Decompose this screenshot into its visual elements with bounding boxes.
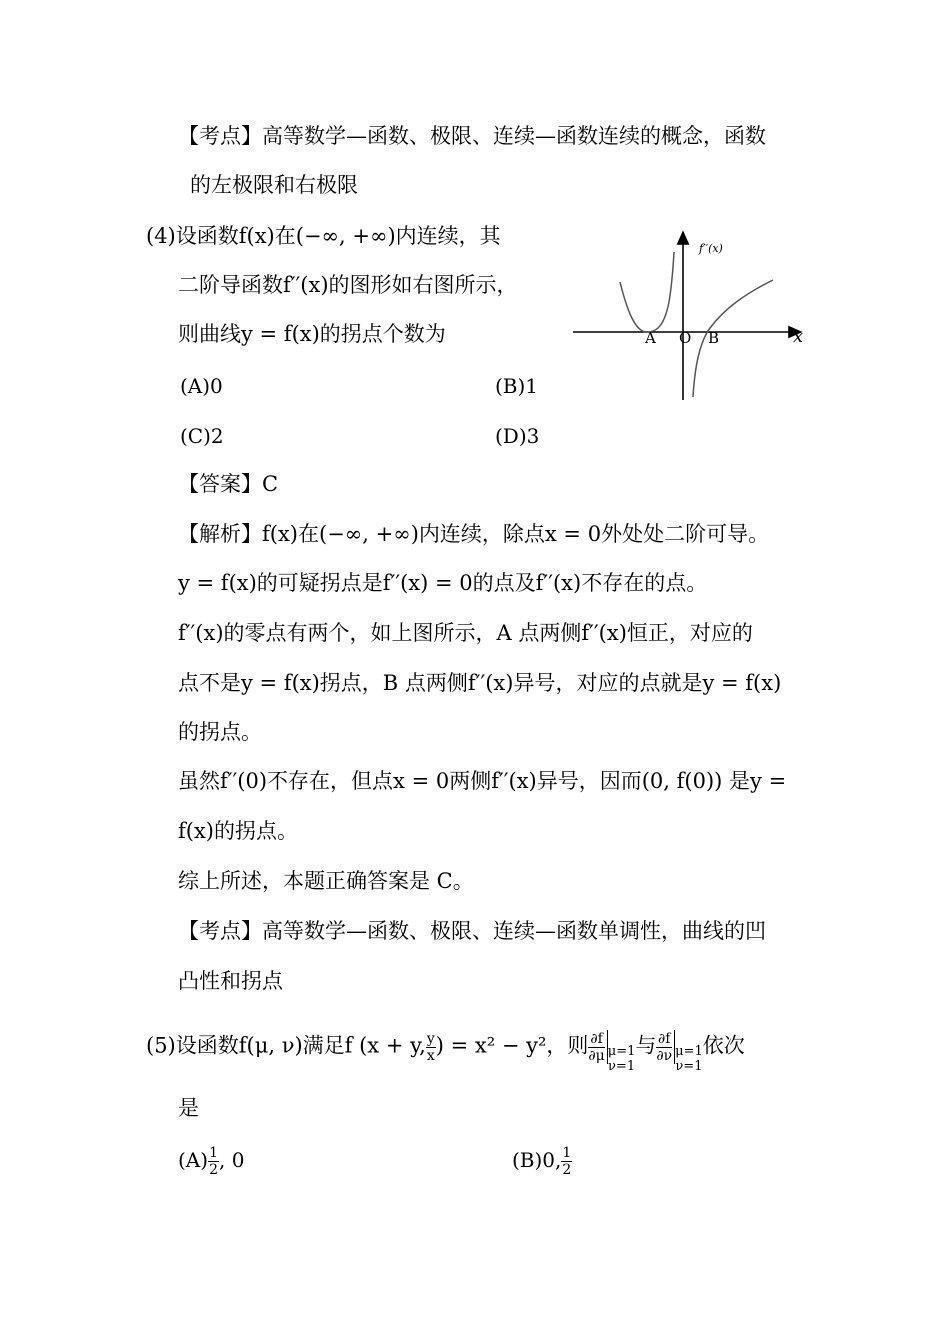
q4-option-c: (C)2 <box>180 424 224 448</box>
q5-option-a: (A) $\frac{1}{2}$ , 0 <box>178 1145 245 1178</box>
q5-stem-prefix: (5)设函数f(μ, ν)满足f (x + y, <box>146 1033 426 1058</box>
q5-and: 与 <box>635 1033 657 1058</box>
kaodian2-line-2: 凸性和拐点 <box>178 969 283 993</box>
q4-option-d: (D)3 <box>495 424 540 448</box>
q5-fraction-y-over-x: $\frac{y}{x}$ <box>426 1030 435 1064</box>
q5-eval-conditions-2: μ=1 ν=1 <box>675 1044 703 1074</box>
answer-line: 【答案】C <box>178 472 279 496</box>
q5-option-a-fraction: $\frac{1}{2}$ <box>209 1145 218 1178</box>
curve-left-branch <box>620 252 674 332</box>
point-a-label: A <box>645 329 656 347</box>
origin-label: O <box>679 329 692 347</box>
q4-stem-line-2: 二阶导函数f′′(x)的图形如右图所示， <box>178 273 518 297</box>
jiexi-line-7: f(x)的拐点。 <box>178 819 299 843</box>
kaodian2-line-1: 【考点】高等数学—函数、极限、连续—函数单调性，曲线的凹 <box>178 919 766 943</box>
q4-second-derivative-figure <box>565 222 815 407</box>
q5-eval-conditions-1: μ=1 ν=1 <box>607 1044 636 1074</box>
q5-partial-nu: $\frac{\partial f}{\partial\nu}$ <box>656 1030 673 1064</box>
jiexi-line-8: 综上所述，本题正确答案是 C。 <box>178 869 474 893</box>
jiexi-line-2: y = f(x)的可疑拐点是f′′(x) = 0的点及f′′(x)不存在的点。 <box>178 571 708 595</box>
kaodian-line-1: 【考点】高等数学—函数、极限、连续—函数连续的概念，函数 <box>178 124 766 148</box>
q5-stem-mid: ) = x² − y²，则 <box>435 1033 589 1058</box>
kaodian-line-2: 的左极限和右极限 <box>190 173 358 197</box>
q5-option-b: (B)0, $\frac{1}{2}$ <box>512 1145 572 1178</box>
q5-option-b-fraction: $\frac{1}{2}$ <box>562 1145 572 1178</box>
q4-stem-line-1: (4)设函数f(x)在(−∞, +∞)内连续，其 <box>146 224 501 248</box>
jiexi-line-1: 【解析】f(x)在(−∞, +∞)内连续，除点x = 0外处处二阶可导。 <box>178 522 770 546</box>
q5-partial-mu: $\frac{\partial f}{\partial\mu}$ <box>588 1030 605 1064</box>
jiexi-line-5: 的拐点。 <box>178 720 262 744</box>
curve-right-branch <box>693 280 773 397</box>
x-axis-label: x <box>793 326 804 347</box>
q5-stem-suffix: 依次 <box>702 1033 745 1058</box>
jiexi-line-4: 点不是y = f(x)拐点，B 点两侧f′′(x)异号，对应的点就是y = f(x) <box>178 671 782 695</box>
jiexi-line-6: 虽然f′′(0)不存在，但点x = 0两侧f′′(x)异号，因而(0, f(0)) 是y = <box>178 769 787 793</box>
q5-stem-line-2: 是 <box>178 1096 199 1120</box>
q4-option-a: (A)0 <box>180 374 223 398</box>
jiexi-line-3: f′′(x)的零点有两个，如上图所示，A 点两侧f′′(x)恒正，对应的 <box>178 621 753 645</box>
point-b-label: B <box>708 329 720 347</box>
q4-stem-line-3: 则曲线y = f(x)的拐点个数为 <box>178 322 446 346</box>
y-axis-label: f′′(x) <box>699 242 723 255</box>
q5-stem-line-1 <box>146 1020 745 1074</box>
q4-option-b: (B)1 <box>495 374 539 398</box>
